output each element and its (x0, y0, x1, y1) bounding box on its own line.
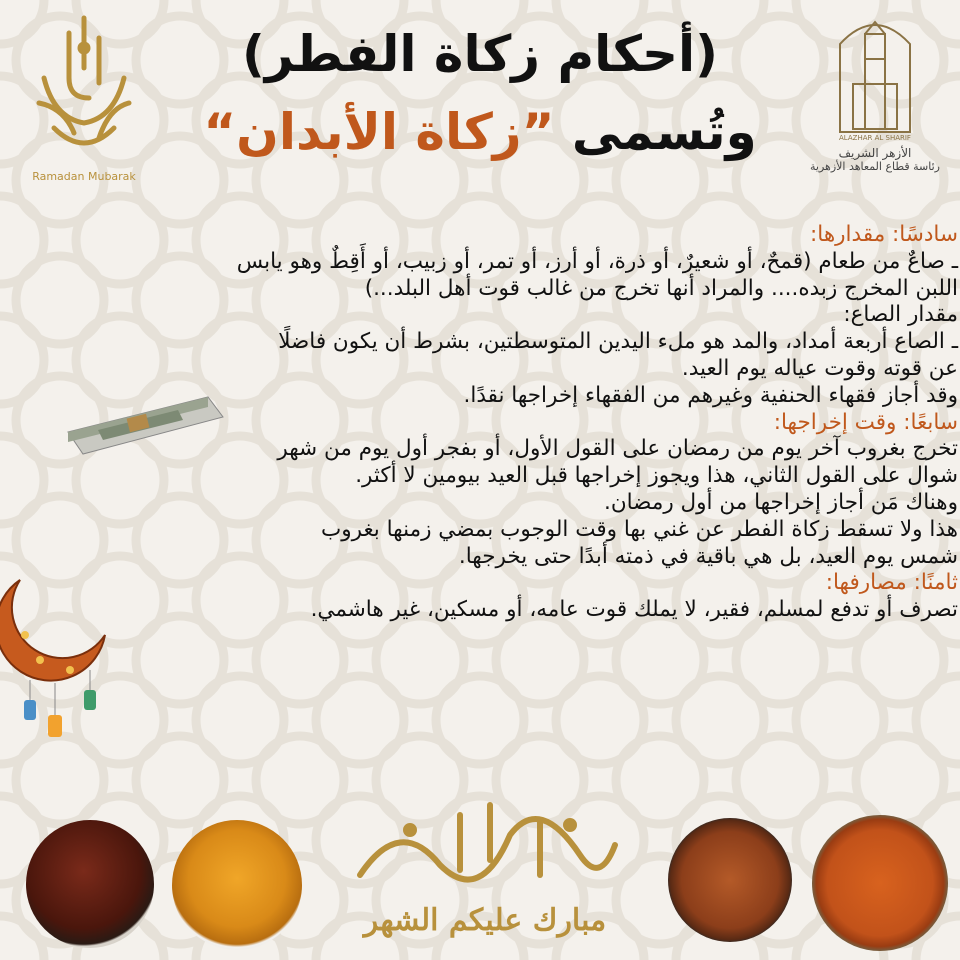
heading-eighth: ثامنًا: مصارفها: (825, 570, 958, 596)
title-line2-prefix: وتُسمى (554, 103, 757, 161)
text-line: تصرف أو تدفع لمسلم، فقير، لا يملك قوت عامه، أو مسكين، غير هاشمي. (310, 597, 958, 623)
crescent-lanterns-icon (0, 575, 110, 760)
text-line: وقد أجاز فقهاء الحنفية وغيرهم من الفقهاء إخراجها نقدًا. (463, 382, 958, 408)
greeting-text: مبارك عليكم الشهر (363, 903, 607, 938)
heading-sixth: سادسًا: مقدارها: (810, 222, 958, 247)
raisins-bowl (172, 820, 302, 950)
text-line: اللبن المخرج زبده.... والمراد أنها تخرج من غالب قوت أهل البلد...) (364, 275, 958, 301)
right-logo-caption2: رئاسة قطاع المعاهد الأزهرية (810, 160, 940, 173)
heading-seventh: سابعًا: وقت إخراجها: (773, 409, 958, 435)
text-line: هذا ولا تسقط زكاة الفطر عن غني بها وقت الوجوب بمضي زمنها بغروب (320, 516, 958, 542)
greeting-calligraphy (340, 795, 630, 955)
title-line2-accent: ”زكاة الأبدان“ (203, 103, 555, 161)
text-line: وهناك مَن أجاز إخراجها من أول رمضان. (604, 489, 958, 515)
text-line: شمس يوم العيد، بل هي باقية في ذمته أبدًا حتى يخرجها. (458, 543, 958, 569)
calligraphy-emblem-icon (14, 8, 154, 168)
page-title-line1: (أحكام زكاة الفطر) (241, 25, 719, 83)
zakat-rules-text (6, 222, 958, 624)
lentils-bowl (812, 815, 948, 951)
right-logo-seal-text: ALAZHAR AL SHARIF (839, 134, 911, 142)
beans-bowl (668, 818, 792, 942)
al-azhar-seal-icon (835, 14, 915, 134)
ramadan-mubarak-logo (14, 8, 154, 188)
page-title-line2 (150, 100, 810, 164)
text-line: ـ صاعٌ من طعام (قمحٌ، أو شعيرٌ، أو ذرة، أو أرز، أو تمر، أو زبيب، أو أَقِطٌ وهو يابس (236, 248, 958, 274)
al-azhar-logo (800, 8, 950, 188)
dates-bowl (26, 820, 154, 948)
text-line: مقدار الصاع: (843, 302, 958, 328)
text-line: تخرج بغروب آخر يوم من رمضان على القول الأول، أو بفجر أول يوم من شهر (277, 436, 958, 462)
left-logo-caption: Ramadan Mubarak (32, 170, 136, 183)
greeting-ornament-icon (340, 795, 630, 905)
right-logo-caption1: الأزهر الشريف (838, 146, 912, 160)
text-line: ـ الصاع أربعة أمداد، والمد هو ملء اليدين المتوسطتين، بشرط أن يكون فاضلًا (278, 329, 958, 355)
text-line: شوال على القول الثاني، هذا ويجوز إخراجها قبل العيد بيومين لا أكثر. (355, 463, 958, 489)
text-line: عن قوته وقوت عياله يوم العيد. (681, 355, 958, 381)
